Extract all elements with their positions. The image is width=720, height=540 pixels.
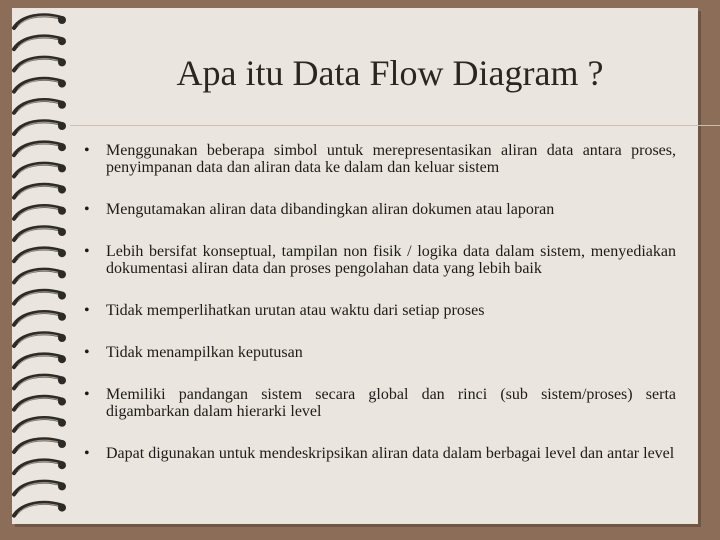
bullet-dot: • bbox=[84, 445, 90, 462]
spiral-hole bbox=[58, 37, 66, 45]
spiral-hole bbox=[58, 334, 66, 342]
bullet-item bbox=[78, 344, 676, 361]
spiral-hole bbox=[58, 355, 66, 363]
spiral-hole bbox=[58, 461, 66, 469]
bullet-dot: • bbox=[84, 302, 90, 319]
bullet-dot: • bbox=[84, 142, 90, 159]
spiral-hole bbox=[58, 313, 66, 321]
bullet-text: Tidak menampilkan keputusan bbox=[106, 344, 303, 361]
spiral-hole bbox=[58, 58, 66, 66]
bullet-dot: • bbox=[84, 201, 90, 218]
bullet-text: Mengutamakan aliran data dibandingkan aliran dokumen atau laporan bbox=[106, 201, 555, 218]
slide-title: Apa itu Data Flow Diagram ? bbox=[176, 53, 604, 93]
spiral-hole bbox=[58, 16, 66, 24]
title-divider bbox=[70, 125, 720, 126]
bullet-dot: • bbox=[84, 344, 90, 361]
bullet-text: Dapat digunakan untuk mendeskripsikan aliran data dalam berbagai level dan antar level bbox=[106, 445, 675, 462]
spiral-hole bbox=[58, 482, 66, 490]
spiral-hole bbox=[58, 419, 66, 427]
bullet-item bbox=[78, 386, 676, 420]
bullet-text: Menggunakan beberapa simbol untuk merepresentasikan aliran data antara proses, penyimpanan data dan aliran data ke dalam dan keluar sistem bbox=[106, 142, 676, 176]
spiral-hole bbox=[58, 143, 66, 151]
bullet-text: Memiliki pandangan sistem secara global dan rinci (sub sistem/proses) serta digambarkan dalam hierarki level bbox=[106, 386, 676, 420]
spiral-hole bbox=[58, 376, 66, 384]
bullet-item bbox=[78, 201, 676, 218]
bullet-item bbox=[78, 302, 676, 319]
spiral-hole bbox=[58, 122, 66, 130]
spiral-hole bbox=[58, 440, 66, 448]
bullet-dot: • bbox=[84, 386, 90, 403]
bullet-item bbox=[78, 445, 676, 462]
spiral-hole bbox=[58, 101, 66, 109]
spiral-binding bbox=[0, 6, 80, 526]
spiral-hole bbox=[58, 504, 66, 512]
spiral-hole bbox=[58, 207, 66, 215]
bullet-item bbox=[78, 243, 676, 277]
spiral-hole bbox=[58, 164, 66, 172]
spiral-hole bbox=[58, 249, 66, 257]
spiral-hole bbox=[58, 398, 66, 406]
spiral-hole bbox=[58, 228, 66, 236]
spiral-hole bbox=[58, 80, 66, 88]
bullet-list bbox=[78, 142, 676, 462]
bullet-item bbox=[78, 142, 676, 176]
bullet-text: Tidak memperlihatkan urutan atau waktu dari setiap proses bbox=[106, 302, 485, 319]
bullet-text: Lebih bersifat konseptual, tampilan non fisik / logika data dalam sistem, menyediakan dokumentasi aliran data dan proses pengolahan data yang lebih baik bbox=[106, 243, 676, 277]
bullet-dot: • bbox=[84, 243, 90, 260]
spiral-hole bbox=[58, 186, 66, 194]
spiral-hole bbox=[58, 270, 66, 278]
spiral-hole bbox=[58, 292, 66, 300]
